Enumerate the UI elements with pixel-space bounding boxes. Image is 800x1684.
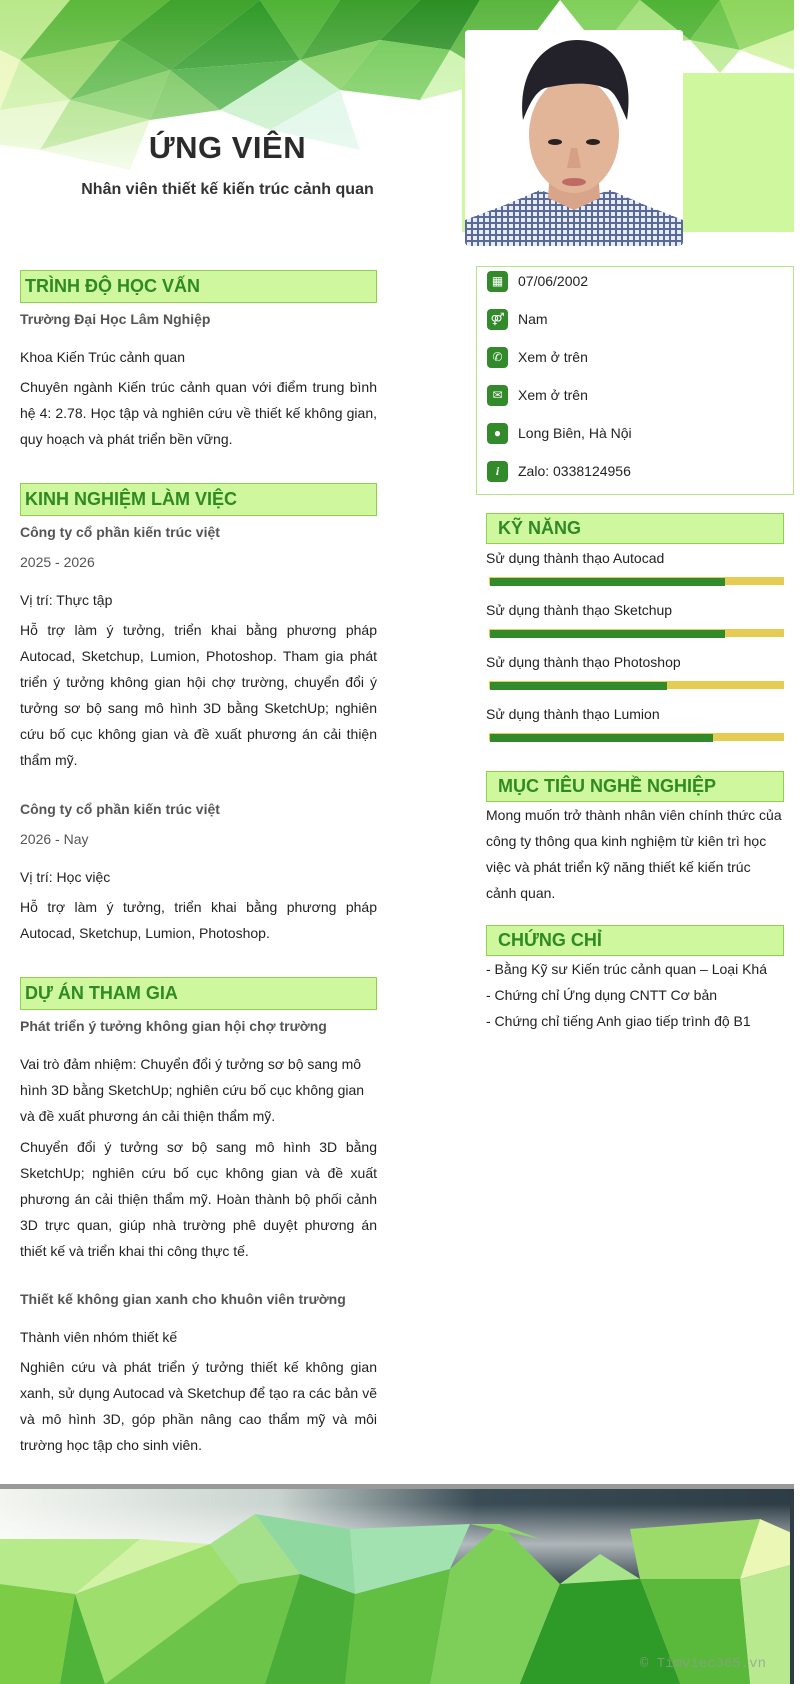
certificates-heading: CHỨNG CHỈ bbox=[486, 925, 784, 956]
project-name: Phát triển ý tưởng không gian hội chợ trường bbox=[20, 1018, 327, 1034]
certificate-item: - Bằng Kỹ sư Kiến trúc cảnh quan – Loại Khá bbox=[486, 961, 767, 977]
skill-item: Sử dụng thành thạo Lumion bbox=[486, 706, 784, 746]
education-school: Trường Đại Học Lâm Nghiệp bbox=[20, 311, 211, 327]
projects-heading: DỰ ÁN THAM GIA bbox=[20, 977, 377, 1010]
phone-icon: ✆ bbox=[487, 347, 508, 368]
project-description: Chuyển đổi ý tưởng sơ bộ sang mô hình 3D bằng SketchUp; nghiên cứu bố cục không gian và đề xuất phương án cải thiện thẩm mỹ. Hoàn thành bộ phối cảnh 3D trực quan, giúp nhà trường phê duyệt phương án thiết kế và triển khai thi công thực tế. bbox=[20, 1139, 377, 1259]
footer-edge bbox=[790, 1489, 794, 1684]
gender-icon: ⚤ bbox=[487, 309, 508, 330]
candidate-name: ỨNG VIÊN bbox=[148, 130, 307, 165]
contact-address: ● Long Biên, Hà Nội bbox=[487, 421, 632, 445]
project-name: Thiết kế không gian xanh cho khuôn viên trường bbox=[20, 1291, 346, 1307]
footer-divider bbox=[0, 1484, 794, 1489]
project-role: Thành viên nhóm thiết kế bbox=[20, 1329, 178, 1345]
skills-heading: KỸ NĂNG bbox=[486, 513, 784, 544]
calendar-icon: ▦ bbox=[487, 271, 508, 292]
contact-zalo: i Zalo: 0338124956 bbox=[487, 459, 631, 483]
experience-position: Vị trí: Thực tập bbox=[20, 592, 113, 608]
education-faculty: Khoa Kiến Trúc cảnh quan bbox=[20, 349, 186, 365]
avatar-photo bbox=[465, 30, 683, 246]
experience-description: Hỗ trợ làm ý tưởng, triển khai bằng phương pháp Autocad, Sketchup, Lumion, Photoshop. Tham gia phát triển ý tưởng không gian hội chợ trường, chuyển đổi ý tưởng sơ bộ sang mô hình 3D bằng SketchUp; nghiên cứu bố cục không gian và đề xuất phương án cải thiện thẩm mỹ. bbox=[20, 622, 377, 768]
footer-background bbox=[0, 1484, 794, 1684]
skill-bar bbox=[489, 681, 784, 689]
objective-heading: MỤC TIÊU NGHỀ NGHIỆP bbox=[486, 771, 784, 802]
skill-item: Sử dụng thành thạo Autocad bbox=[486, 550, 784, 590]
skill-item: Sử dụng thành thạo Sketchup bbox=[486, 602, 784, 642]
skill-fill bbox=[490, 734, 713, 742]
skill-bar bbox=[489, 577, 784, 585]
job-title: Nhân viên thiết kế kiến trúc cảnh quan bbox=[81, 181, 374, 198]
watermark: © Timviec365.vn bbox=[639, 1656, 766, 1672]
location-icon: ● bbox=[487, 423, 508, 444]
objective-text: Mong muốn trở thành nhân viên chính thức của công ty thông qua kinh nghiệm từ kiên trì học việc và phát triển kỹ năng thiết kế kiến trúc cảnh quan. bbox=[486, 807, 782, 901]
contact-box bbox=[476, 266, 794, 495]
certificate-item: - Chứng chỉ Ứng dụng CNTT Cơ bản bbox=[486, 987, 718, 1003]
education-heading: TRÌNH ĐỘ HỌC VẤN bbox=[20, 270, 377, 303]
skill-bar bbox=[489, 733, 784, 741]
contact-birthdate: ▦ 07/06/2002 bbox=[487, 269, 588, 293]
experience-period: 2025 - 2026 bbox=[20, 554, 95, 570]
project-description: Nghiên cứu và phát triển ý tưởng thiết kế không gian xanh, sử dụng Autocad và Sketchup để tạo ra các bản vẽ và mô hình 3D, góp phần nâng cao thẩm mỹ và môi trường học tập cho sinh viên. bbox=[20, 1359, 377, 1453]
experience-period: 2026 - Nay bbox=[20, 831, 89, 847]
contact-phone: ✆ Xem ở trên bbox=[487, 345, 588, 369]
education-description: Chuyên ngành Kiến trúc cảnh quan với điểm trung bình hệ 4: 2.78. Học tập và nghiên cứu về thiết kế không gian, quy hoạch và phát triển bền vững. bbox=[20, 379, 377, 447]
experience-position: Vị trí: Học việc bbox=[20, 869, 111, 885]
skill-bar bbox=[489, 629, 784, 637]
info-icon: i bbox=[487, 461, 508, 482]
contact-email: ✉ Xem ở trên bbox=[487, 383, 588, 407]
skill-fill bbox=[490, 578, 725, 586]
certificate-item: - Chứng chỉ tiếng Anh giao tiếp trình độ B1 bbox=[486, 1013, 751, 1029]
email-icon: ✉ bbox=[487, 385, 508, 406]
skill-fill bbox=[490, 682, 667, 690]
experience-heading: KINH NGHIỆM LÀM VIỆC bbox=[20, 483, 377, 516]
skill-fill bbox=[490, 630, 725, 638]
skill-item: Sử dụng thành thạo Photoshop bbox=[486, 654, 784, 694]
project-role: Vai trò đảm nhiệm: Chuyển đổi ý tưởng sơ bộ sang mô hình 3D bằng SketchUp; nghiên cứu bố cục không gian và đề xuất phương án cải thiện thẩm mỹ. bbox=[20, 1056, 365, 1124]
experience-company: Công ty cổ phần kiến trúc việt bbox=[20, 801, 220, 817]
contact-gender: ⚤ Nam bbox=[487, 307, 548, 331]
experience-company: Công ty cổ phần kiến trúc việt bbox=[20, 524, 220, 540]
experience-description: Hỗ trợ làm ý tưởng, triển khai bằng phương pháp Autocad, Sketchup, Lumion, Photoshop. bbox=[20, 899, 377, 941]
